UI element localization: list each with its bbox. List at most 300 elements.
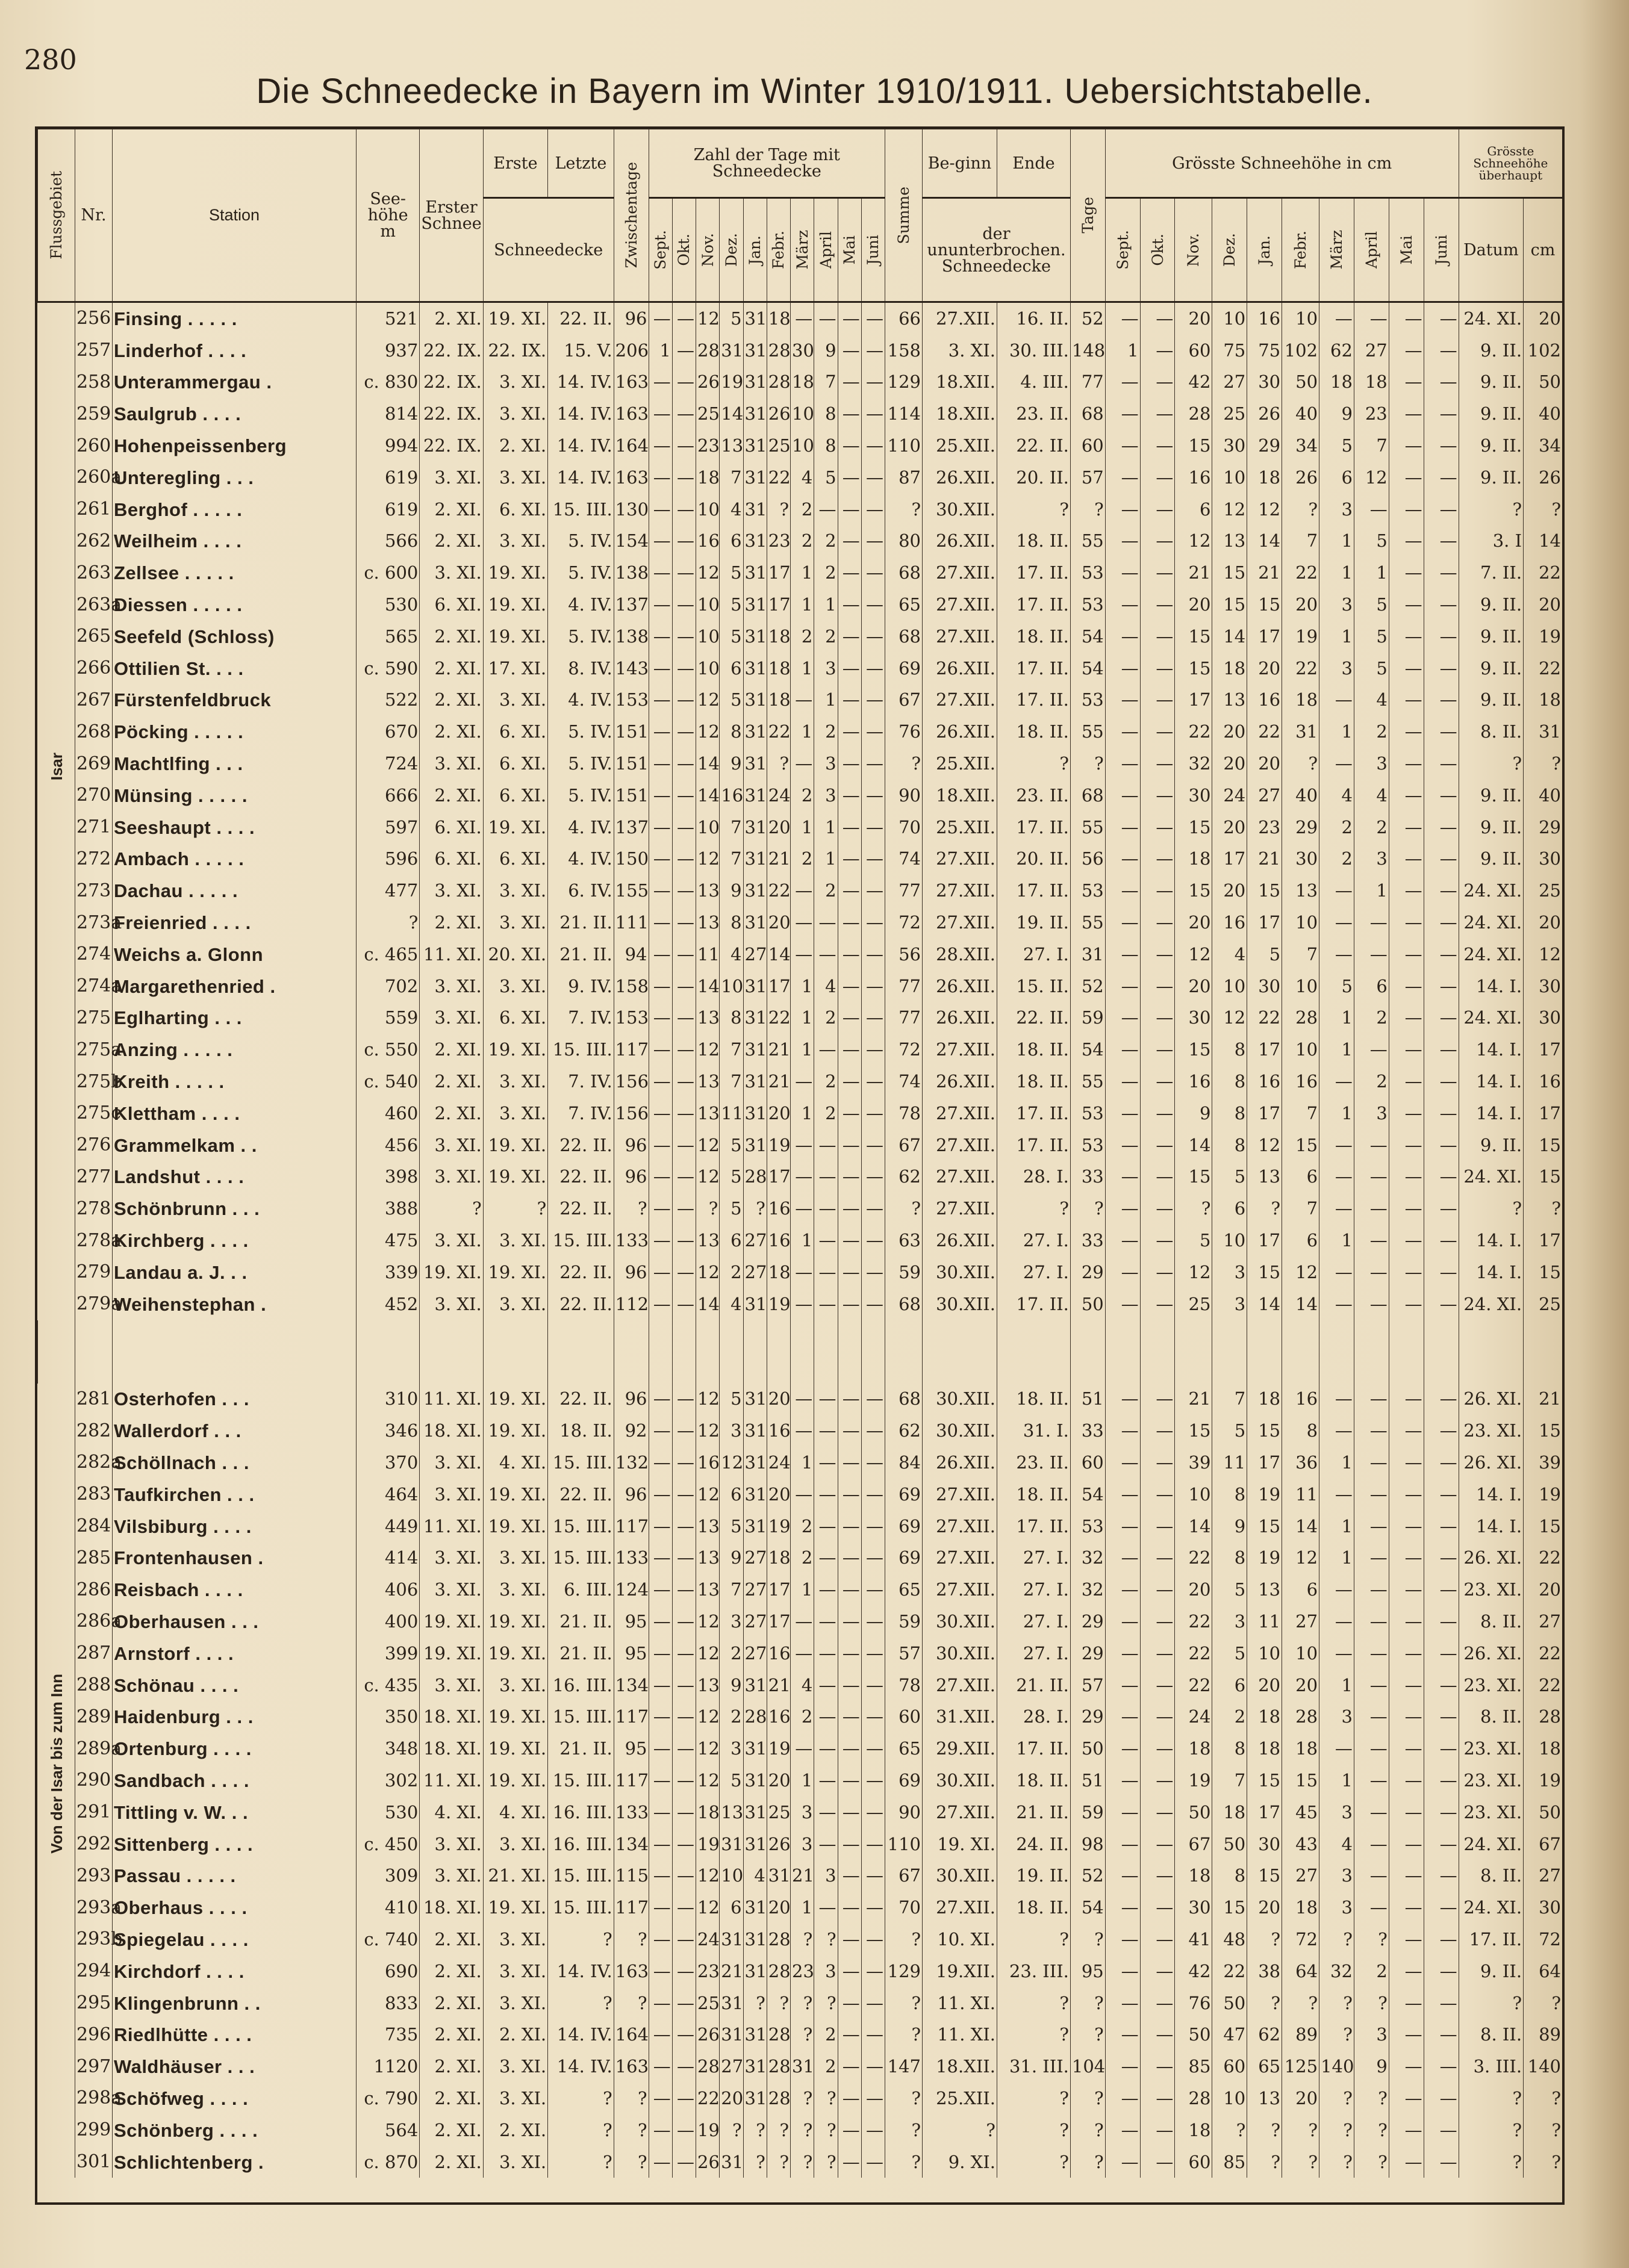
station-name: Schönberg . . . . [112, 2114, 356, 2146]
data-cell: 10 [791, 430, 814, 462]
data-cell: — [861, 907, 885, 939]
data-cell: — [861, 1384, 885, 1415]
data-cell: — [1389, 621, 1424, 653]
data-cell: — [1389, 1828, 1424, 1860]
table-row [38, 2114, 1563, 2146]
data-cell: 3. XI. [483, 1098, 547, 1129]
data-cell: 68 [885, 621, 923, 653]
data-cell: 3 [814, 1860, 838, 1892]
data-cell: 92 [614, 1415, 649, 1447]
data-cell: 115 [614, 1860, 649, 1892]
data-cell: 2 [814, 526, 838, 558]
data-cell: ? [767, 2146, 790, 2178]
data-cell: 18 [1175, 1860, 1212, 1892]
data-cell: — [1140, 875, 1175, 907]
data-cell: 28 [767, 367, 790, 399]
data-cell: 78 [885, 1098, 923, 1129]
header-h-month-mai: Mai [1389, 198, 1424, 302]
data-cell: — [791, 1288, 814, 1320]
data-cell: 78 [885, 1670, 923, 1701]
data-cell: 50 [1070, 1288, 1105, 1320]
data-cell: — [649, 1765, 672, 1797]
data-cell: 25 [1524, 875, 1562, 907]
data-cell: 18. II. [997, 1892, 1070, 1924]
data-cell: — [672, 1987, 696, 2019]
data-cell: — [1354, 1892, 1389, 1924]
data-cell: 15. III. [548, 1225, 614, 1257]
data-cell: ? [1070, 1193, 1105, 1225]
header-month-dez: Dez. [720, 198, 743, 302]
data-cell: — [861, 1479, 885, 1511]
data-cell: ? [356, 907, 419, 939]
data-cell: — [649, 1257, 672, 1288]
data-cell: 23 [696, 430, 720, 462]
data-cell: 10 [1282, 1638, 1319, 1670]
header-station: Station [112, 129, 356, 302]
data-cell: — [672, 430, 696, 462]
data-cell: 22. II. [548, 302, 614, 335]
data-cell: 51 [1070, 1765, 1105, 1797]
data-cell: 27 [1524, 1860, 1562, 1892]
data-cell: 31 [743, 1415, 767, 1447]
data-cell: 20 [1282, 589, 1319, 621]
data-cell: — [1319, 939, 1354, 971]
data-cell: — [814, 1257, 838, 1288]
data-cell: 350 [356, 1701, 419, 1733]
data-cell: — [1424, 1098, 1459, 1129]
data-cell: — [861, 971, 885, 1002]
data-cell: 98 [1070, 1828, 1105, 1860]
data-cell: — [1105, 1415, 1140, 1447]
data-cell: 9 [1319, 398, 1354, 430]
data-cell: — [1319, 1257, 1354, 1288]
data-cell: — [1424, 2146, 1459, 2178]
data-cell: — [814, 939, 838, 971]
data-cell: — [1354, 1797, 1389, 1828]
table-row [38, 1828, 1563, 1860]
data-cell: 6. XI. [420, 844, 483, 875]
data-cell: 22. II. [548, 1161, 614, 1193]
data-cell: 7 [720, 844, 743, 875]
data-cell: 42 [1175, 1956, 1212, 1987]
station-number: 273a [75, 907, 112, 939]
data-cell: 63 [885, 1225, 923, 1257]
data-cell: — [861, 1701, 885, 1733]
data-cell: 55 [1070, 1066, 1105, 1098]
data-cell: 564 [356, 2114, 419, 2146]
data-cell: 4 [814, 971, 838, 1002]
data-cell: 3. XI. [420, 748, 483, 780]
data-cell: — [1354, 1479, 1389, 1511]
table-row [38, 1924, 1563, 1956]
data-cell: 27.XII. [923, 1511, 997, 1543]
river-cell [38, 1956, 75, 1987]
river-cell [38, 2083, 75, 2114]
data-cell: — [649, 907, 672, 939]
data-cell: 138 [614, 621, 649, 653]
data-cell: — [672, 1797, 696, 1828]
data-cell: — [649, 1797, 672, 1828]
data-cell: 66 [885, 302, 923, 335]
data-cell: 13 [696, 1098, 720, 1129]
data-cell: — [649, 1288, 672, 1320]
data-cell: 30 [1524, 1002, 1562, 1034]
data-cell: — [1424, 367, 1459, 399]
data-cell: 12 [1175, 526, 1212, 558]
data-cell: ? [791, 2114, 814, 2146]
data-cell: — [1105, 621, 1140, 653]
data-cell: 5 [1212, 1574, 1247, 1606]
data-cell: 18 [1247, 1701, 1282, 1733]
data-cell: — [1389, 875, 1424, 907]
data-cell: 8 [720, 716, 743, 748]
data-cell: 4 [1212, 939, 1247, 971]
data-cell: 6. XI. [483, 844, 547, 875]
data-cell: 15 [1247, 1257, 1282, 1288]
data-cell: 15 [1175, 812, 1212, 844]
data-cell: — [814, 1288, 838, 1320]
data-cell: — [861, 1415, 885, 1447]
table-row [38, 1447, 1563, 1479]
data-cell: — [861, 1574, 885, 1606]
river-cell [38, 1225, 75, 1257]
data-cell: 13 [696, 907, 720, 939]
data-cell: 937 [356, 335, 419, 367]
data-cell: — [814, 1765, 838, 1797]
data-cell: 348 [356, 1733, 419, 1765]
data-cell: — [672, 748, 696, 780]
data-cell: — [1140, 748, 1175, 780]
data-cell: — [1105, 1479, 1140, 1511]
data-cell: — [861, 1034, 885, 1066]
data-cell: 6. XI. [483, 716, 547, 748]
table-row [38, 685, 1563, 716]
station-number: 278 [75, 1193, 112, 1225]
data-cell: c. 740 [356, 1924, 419, 1956]
data-cell: 18.XII. [923, 2051, 997, 2083]
data-cell: 29 [1524, 812, 1562, 844]
data-cell: 25.XII. [923, 2083, 997, 2114]
data-cell: — [838, 1161, 861, 1193]
data-cell: ? [1282, 748, 1319, 780]
data-cell: — [649, 844, 672, 875]
data-cell: 17 [1247, 1098, 1282, 1129]
data-cell: 32 [1319, 1956, 1354, 1987]
data-cell: 19. XI. [483, 1129, 547, 1161]
station-name: Ottilien St. . . . [112, 653, 356, 685]
data-cell: — [672, 780, 696, 812]
data-cell: 26.XII. [923, 716, 997, 748]
data-cell: 30.XII. [923, 1638, 997, 1670]
data-cell: — [1105, 1956, 1140, 1987]
data-cell: 1 [1354, 875, 1389, 907]
data-cell: — [838, 1574, 861, 1606]
data-cell: 3 [1354, 748, 1389, 780]
data-cell: ? [1319, 2019, 1354, 2051]
data-cell: — [1105, 2083, 1140, 2114]
data-cell: 4. XI. [483, 1447, 547, 1479]
data-cell: 95 [614, 1733, 649, 1765]
table-row [38, 367, 1563, 399]
data-cell: — [1354, 1415, 1389, 1447]
data-cell: — [1424, 939, 1459, 971]
data-cell: 15 [1247, 1511, 1282, 1543]
data-cell: 90 [885, 780, 923, 812]
data-cell: 15. III. [548, 494, 614, 526]
data-cell: 2. XI. [420, 1956, 483, 1987]
data-cell: ? [885, 494, 923, 526]
data-cell: — [672, 653, 696, 685]
data-cell: 3. XI. [420, 1828, 483, 1860]
data-cell: — [1105, 2051, 1140, 2083]
station-name: Dachau . . . . . [112, 875, 356, 907]
data-cell: 3. XI. [483, 1574, 547, 1606]
data-cell: 158 [885, 335, 923, 367]
data-cell: — [861, 1924, 885, 1956]
data-cell: 1 [791, 1098, 814, 1129]
data-cell: 12 [1247, 494, 1282, 526]
data-cell: — [861, 1797, 885, 1828]
group-separator-row [38, 1320, 1563, 1384]
empty-cell [696, 1320, 720, 1384]
data-cell: 29 [1282, 812, 1319, 844]
table-row [38, 1415, 1563, 1447]
data-cell: 4 [791, 1670, 814, 1701]
river-cell [38, 1606, 75, 1638]
station-number: 287 [75, 1638, 112, 1670]
data-cell: 54 [1070, 621, 1105, 653]
data-cell: 4 [1354, 685, 1389, 716]
data-cell: — [1424, 557, 1459, 589]
data-cell: 460 [356, 1098, 419, 1129]
data-cell: 55 [1070, 526, 1105, 558]
data-cell: 25 [696, 398, 720, 430]
data-cell: 15. V. [548, 335, 614, 367]
data-cell: — [1389, 748, 1424, 780]
data-cell: 30.XII. [923, 1384, 997, 1415]
data-cell: 10 [1212, 1225, 1247, 1257]
data-cell: — [649, 1892, 672, 1924]
data-cell: — [649, 1670, 672, 1701]
data-cell: 28 [743, 1701, 767, 1733]
data-cell: 5 [1212, 1161, 1247, 1193]
data-cell: 22 [1175, 1638, 1212, 1670]
data-cell: 50 [1212, 1987, 1247, 2019]
data-cell: — [1389, 1034, 1424, 1066]
data-cell: — [1424, 335, 1459, 367]
data-cell: 530 [356, 1797, 419, 1828]
data-cell: 18 [767, 621, 790, 653]
data-cell: 15. III. [548, 1860, 614, 1892]
data-cell: 814 [356, 398, 419, 430]
data-cell: ? [614, 2114, 649, 2146]
data-cell: — [1105, 1606, 1140, 1638]
data-cell: — [672, 1288, 696, 1320]
data-cell: 15 [1175, 1034, 1212, 1066]
station-number: 286a [75, 1606, 112, 1638]
station-number: 274 [75, 939, 112, 971]
station-number: 288 [75, 1670, 112, 1701]
data-cell: 4. IV. [548, 844, 614, 875]
data-cell: — [1105, 812, 1140, 844]
data-cell: 12 [1282, 1257, 1319, 1288]
data-cell: ? [1070, 1924, 1105, 1956]
data-cell: — [672, 1924, 696, 1956]
data-cell: 31 [720, 335, 743, 367]
data-cell: — [649, 1987, 672, 2019]
station-number: 299 [75, 2114, 112, 2146]
data-cell: — [1319, 748, 1354, 780]
data-cell: — [1424, 1892, 1459, 1924]
table-row [38, 494, 1563, 526]
data-cell: 23. XI. [1459, 1797, 1523, 1828]
data-cell: 68 [885, 1384, 923, 1415]
data-cell: 3. XI. [420, 1542, 483, 1574]
data-cell: — [861, 1638, 885, 1670]
data-cell: — [1105, 526, 1140, 558]
data-cell: — [1140, 1193, 1175, 1225]
data-cell: — [1140, 1161, 1175, 1193]
data-cell: — [838, 1384, 861, 1415]
data-cell: 565 [356, 621, 419, 653]
data-cell: 17 [767, 1574, 790, 1606]
data-cell: — [649, 2146, 672, 2178]
data-cell: 21. II. [548, 1733, 614, 1765]
data-cell: 27. I. [997, 1606, 1070, 1638]
river-cell [38, 1098, 75, 1129]
data-cell: 30 [1524, 844, 1562, 875]
data-cell: 21 [720, 1956, 743, 1987]
data-cell: 19. XI. [420, 1638, 483, 1670]
data-cell: 690 [356, 1956, 419, 1987]
data-cell: — [1354, 1447, 1389, 1479]
data-cell: 1 [1319, 1447, 1354, 1479]
data-cell: — [1389, 302, 1424, 335]
data-cell: 16 [696, 1447, 720, 1479]
data-cell: 12 [696, 1701, 720, 1733]
data-cell: 6. XI. [483, 1002, 547, 1034]
data-cell: c. 590 [356, 653, 419, 685]
data-cell: 32 [1175, 748, 1212, 780]
data-cell: 1 [649, 335, 672, 367]
data-cell: 72 [1282, 1924, 1319, 1956]
header-erste: Erste [483, 129, 547, 198]
data-cell: 18 [767, 685, 790, 716]
data-cell: — [672, 1034, 696, 1066]
data-cell: 65 [1247, 2051, 1282, 2083]
data-cell: 67 [885, 1860, 923, 1892]
data-cell: — [649, 1415, 672, 1447]
data-cell: — [861, 2019, 885, 2051]
data-cell: 410 [356, 1892, 419, 1924]
data-cell: 559 [356, 1002, 419, 1034]
data-cell: 21 [767, 1066, 790, 1098]
data-cell: 18 [1247, 1733, 1282, 1765]
data-cell: 27. I. [997, 1638, 1070, 1670]
data-cell: 9. II. [1459, 653, 1523, 685]
data-cell: — [1424, 780, 1459, 812]
data-cell: — [861, 1161, 885, 1193]
data-cell: 16 [1524, 1066, 1562, 1098]
data-cell: 15 [1247, 1765, 1282, 1797]
data-cell: 57 [885, 1638, 923, 1670]
data-cell: 19. XI. [483, 1733, 547, 1765]
data-cell: 19. XI. [483, 812, 547, 844]
data-cell: — [1105, 398, 1140, 430]
data-cell: 5. IV. [548, 748, 614, 780]
data-cell: 27.XII. [923, 875, 997, 907]
data-cell: — [672, 1129, 696, 1161]
data-cell: — [1140, 1765, 1175, 1797]
data-cell: — [861, 748, 885, 780]
data-cell: — [861, 430, 885, 462]
data-cell: — [1105, 653, 1140, 685]
table-row [38, 1542, 1563, 1574]
header-month-febr: Febr. [767, 198, 790, 302]
data-cell: — [1424, 653, 1459, 685]
data-cell: 124 [614, 1574, 649, 1606]
station-number: 256 [75, 302, 112, 335]
data-cell: 8. II. [1459, 1606, 1523, 1638]
data-cell: ? [1524, 2114, 1562, 2146]
data-cell: 3 [1319, 1797, 1354, 1828]
data-cell: 17. II. [997, 1511, 1070, 1543]
data-cell: 23 [1354, 398, 1389, 430]
data-cell: 2. XI. [420, 1066, 483, 1098]
river-cell [38, 494, 75, 526]
data-cell: — [672, 1257, 696, 1288]
data-cell: 14. I. [1459, 1225, 1523, 1257]
data-cell: 17 [767, 557, 790, 589]
data-cell: 28 [767, 2083, 790, 2114]
data-cell: 9. IV. [548, 971, 614, 1002]
data-cell: 8 [1212, 1542, 1247, 1574]
data-cell: 20 [720, 2083, 743, 2114]
data-cell: 30 [1282, 844, 1319, 875]
data-cell: 2 [1212, 1701, 1247, 1733]
data-cell: — [672, 1542, 696, 1574]
data-cell: ? [997, 748, 1070, 780]
data-cell: 31 [1282, 716, 1319, 748]
data-cell: 117 [614, 1701, 649, 1733]
data-cell: 3 [1319, 589, 1354, 621]
data-cell: — [1354, 1574, 1389, 1606]
data-cell: 3 [791, 1797, 814, 1828]
data-cell: — [861, 1447, 885, 1479]
data-cell: — [838, 2146, 861, 2178]
station-name: Riedlhütte . . . . [112, 2019, 356, 2051]
data-cell: 17 [1247, 1447, 1282, 1479]
data-cell: 6. XI. [483, 494, 547, 526]
data-cell: 29 [1070, 1606, 1105, 1638]
data-cell: 10 [1282, 907, 1319, 939]
data-cell: 3. XI. [483, 1670, 547, 1701]
data-cell: ? [1459, 2083, 1523, 2114]
data-cell: 1 [1319, 1542, 1354, 1574]
data-cell: — [1389, 907, 1424, 939]
data-cell: ? [1524, 1987, 1562, 2019]
data-cell: 151 [614, 716, 649, 748]
empty-cell [743, 1320, 767, 1384]
data-cell: 31 [743, 875, 767, 907]
data-cell: — [1389, 2019, 1424, 2051]
data-cell: 5 [720, 1129, 743, 1161]
data-cell: 16 [767, 1638, 790, 1670]
data-cell: 31 [1524, 716, 1562, 748]
data-cell: — [1140, 844, 1175, 875]
data-cell: 117 [614, 1511, 649, 1543]
data-cell: — [861, 557, 885, 589]
